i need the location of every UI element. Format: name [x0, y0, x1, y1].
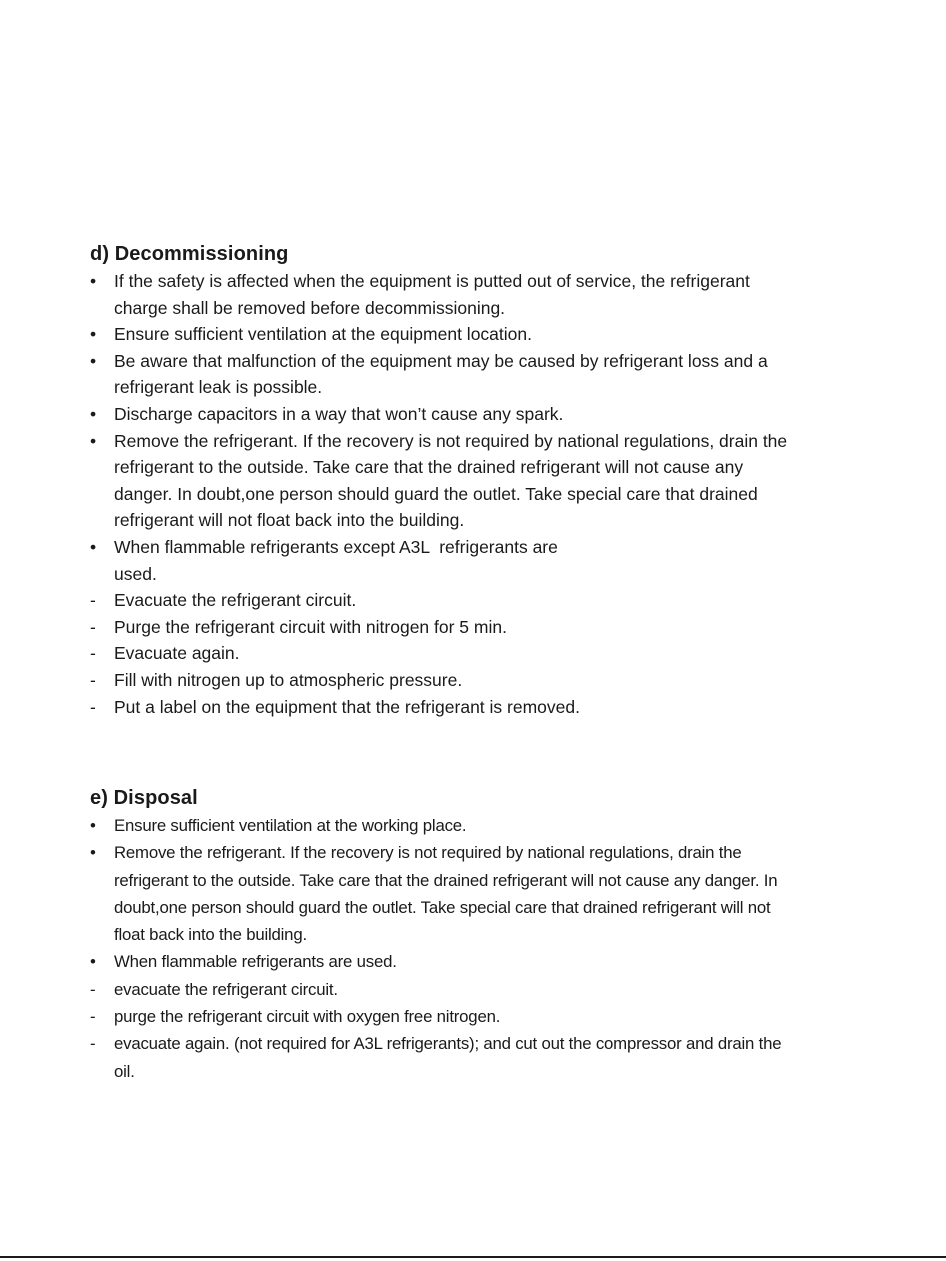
disposal-item	[90, 948, 790, 975]
disposal-step	[90, 976, 790, 1003]
item-text: Purge the refrigerant circuit with nitrogen for 5 min.	[114, 616, 507, 637]
dash-marker: -	[90, 590, 96, 611]
decommissioning-item	[90, 534, 790, 587]
item-text: Ensure sufficient ventilation at the working place.	[114, 816, 467, 835]
bullet-marker: •	[90, 430, 97, 451]
disposal-step	[90, 1003, 790, 1030]
dash-marker: -	[90, 979, 96, 999]
decommissioning-item	[90, 321, 790, 348]
decommissioning-step	[90, 667, 790, 694]
bullet-marker: •	[90, 536, 97, 557]
decommissioning-section	[90, 240, 793, 720]
item-text: Put a label on the equipment that the refrigerant is removed.	[114, 696, 580, 717]
decommissioning-step	[90, 694, 790, 721]
decommissioning-item	[90, 401, 790, 428]
bullet-marker: •	[90, 324, 97, 345]
item-text: evacuate the refrigerant circuit.	[114, 979, 338, 999]
disposal-list	[90, 812, 790, 1085]
decommissioning-list	[90, 268, 793, 720]
decommissioning-item	[90, 428, 793, 534]
item-text: Evacuate again.	[114, 643, 240, 664]
disposal-section	[90, 784, 790, 1085]
item-text: When flammable refrigerants are used.	[114, 952, 397, 972]
disposal-item	[90, 812, 790, 839]
bullet-marker: •	[90, 403, 97, 424]
disposal-item	[90, 839, 790, 948]
decommissioning-step	[90, 614, 790, 641]
item-text: If the safety is affected when the equipment is putted out of service, the refrigerant charge shall be removed before decommissioning.	[114, 271, 755, 318]
bullet-marker: •	[90, 350, 97, 371]
dash-marker: -	[90, 669, 96, 690]
item-text: evacuate again. (not required for A3L refrigerants); and cut out the compressor and drain the oil.	[114, 1034, 786, 1081]
decommissioning-item	[90, 268, 790, 321]
item-text: Discharge capacitors in a way that won’t cause any spark.	[114, 403, 564, 424]
bullet-marker: •	[90, 271, 97, 291]
bullet-marker: •	[90, 843, 96, 863]
dash-marker: -	[90, 616, 96, 637]
disposal-step	[90, 1030, 790, 1085]
decommissioning-item	[90, 348, 790, 401]
item-text: Evacuate the refrigerant circuit.	[114, 590, 357, 611]
decommissioning-step	[90, 587, 790, 614]
item-text: purge the refrigerant circuit with oxygen free nitrogen.	[114, 1007, 501, 1027]
dash-marker: -	[90, 696, 96, 717]
item-text: Be aware that malfunction of the equipment may be caused by refrigerant loss and a refrigerant leak is possible.	[114, 350, 773, 398]
item-text: Remove the refrigerant. If the recovery is not required by national regulations, drain the refrigerant to the outside. Take care that the drained refrigerant will not cause any danger. In doubt,one person should guard the outlet. Take special care that drained refrigerant will not float back into the building.	[114, 843, 782, 945]
dash-marker: -	[90, 643, 96, 664]
decommissioning-step	[90, 640, 790, 667]
bullet-marker: •	[90, 952, 96, 972]
disposal-heading: e) Disposal	[90, 787, 198, 809]
dash-marker: -	[90, 1007, 96, 1027]
item-text: Remove the refrigerant. If the recovery is not required by national regulations, drain the refrigerant to the outside. Take care that the drained refrigerant will not cause any danger. In doubt,one person should guard the outlet. Take special care that drained refrigerant will not float back into the building.	[114, 430, 793, 531]
item-text: Ensure sufficient ventilation at the equipment location.	[114, 324, 532, 345]
item-text: Fill with nitrogen up to atmospheric pressure.	[114, 669, 463, 690]
decommissioning-heading: d) Decommissioning	[90, 243, 289, 265]
dash-marker: -	[90, 1034, 96, 1054]
item-text: When flammable refrigerants except A3L refrigerants are used.	[114, 536, 558, 584]
bottom-border-line	[0, 1256, 946, 1258]
bullet-marker: •	[90, 816, 96, 835]
